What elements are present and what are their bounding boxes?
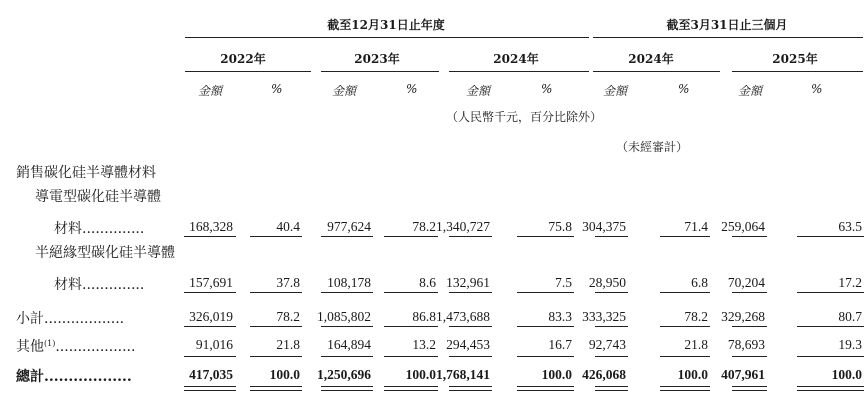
cell-other-pct-2024-q1: 21.8 [684, 337, 708, 352]
rule-subtotal-pct-2022 [250, 326, 302, 327]
percent-header: % [271, 82, 283, 96]
cell-total-amount-2023: 1,250,696 [317, 367, 371, 382]
rule-semi-pct-2024-q1 [660, 292, 710, 293]
cell-semi-pct-2025-q1: 17.2 [838, 275, 862, 290]
cell-semi-amount-2023: 108,178 [327, 275, 371, 290]
cell-conductive-pct-2024: 75.8 [548, 219, 572, 234]
year-rule-2024 [449, 71, 589, 72]
rule-subtotal-amount-2024-q1 [595, 326, 628, 327]
row-other-label: 其他$^{(1)}$.................. [16, 339, 136, 355]
rule-other-amount-2024-q1 [595, 356, 628, 357]
rule-conductive-pct-2022 [250, 236, 302, 237]
cell-other-pct-2022: 21.8 [276, 337, 300, 352]
cell-other-amount-2024-q1: 92,743 [588, 337, 626, 352]
rule-conductive-amount-2024 [449, 236, 492, 237]
row-conductive-label-1: 導電型碳化硅半導體 [35, 189, 161, 205]
cell-semi-pct-2023: 8.6 [419, 275, 436, 290]
year-2023: 2023年 [354, 52, 400, 66]
year-2025-q1: 2025年 [772, 52, 818, 66]
rule-total-bottom-pct-2024 [517, 390, 574, 391]
header-three-months: 截至3月31日止三個月 [666, 18, 788, 32]
rule-subtotal-amount-2022 [184, 326, 236, 327]
cell-other-amount-2025-q1: 78,693 [727, 337, 765, 352]
cell-semi-amount-2024-q1: 28,950 [588, 275, 626, 290]
rule-other-amount-2022 [184, 356, 236, 357]
cell-subtotal-pct-2024: 83.3 [548, 309, 572, 324]
rule-total-top-amount-2024-q1 [595, 386, 628, 387]
amount-header: 金額 [332, 84, 357, 98]
cell-semi-pct-2022: 37.8 [276, 275, 300, 290]
rule-subtotal-amount-2025-q1 [732, 326, 767, 327]
row-semi-label-1: 半絕緣型碳化硅半導體 [35, 245, 175, 261]
cell-conductive-pct-2022: 40.4 [276, 219, 300, 234]
rule-total-top-pct-2022 [250, 386, 302, 387]
rule-semi-pct-2022 [250, 292, 302, 293]
amount-header: 金額 [466, 84, 491, 98]
footnote-marker: (1) [44, 339, 56, 348]
rule-subtotal-amount-2024 [449, 326, 492, 327]
cell-conductive-amount-2024: 1,340,727 [436, 219, 490, 234]
cell-total-pct-2022: 100.0 [269, 367, 300, 382]
cell-semi-amount-2024: 132,961 [446, 275, 490, 290]
cell-conductive-amount-2024-q1: 304,375 [582, 219, 626, 234]
cell-subtotal-amount-2024-q1: 333,325 [582, 309, 626, 324]
unit-note: （人民幣千元，百分比除外） [446, 110, 603, 124]
rule-semi-pct-2023 [384, 292, 438, 293]
unaudited-note: （未經審計） [616, 140, 689, 154]
rule-total-bottom-pct-2023 [384, 390, 438, 391]
cell-conductive-pct-2023: 78.2 [412, 219, 436, 234]
cell-conductive-pct-2025-q1: 63.5 [838, 219, 862, 234]
rule-semi-pct-2025-q1 [797, 292, 864, 293]
rule-total-bottom-pct-2022 [250, 390, 302, 391]
cell-total-pct-2024-q1: 100.0 [677, 367, 708, 382]
percent-header: % [811, 82, 823, 96]
rule-semi-amount-2025-q1 [732, 292, 767, 293]
rule-total-bottom-pct-2025-q1 [797, 390, 864, 391]
rule-conductive-amount-2022 [184, 236, 236, 237]
year-rule-2025-q1 [732, 71, 863, 72]
rule-conductive-pct-2025-q1 [797, 236, 864, 237]
cell-conductive-amount-2022: 168,328 [189, 219, 233, 234]
cell-subtotal-amount-2022: 326,019 [189, 309, 233, 324]
row-conductive-label-2: 材料.............. [54, 221, 145, 237]
cell-total-pct-2023: 100.0 [405, 367, 436, 382]
rule-total-top-pct-2024 [517, 386, 574, 387]
cell-subtotal-pct-2023: 86.8 [412, 309, 436, 324]
cell-total-amount-2024-q1: 426,068 [582, 367, 626, 382]
rule-other-pct-2023 [384, 356, 438, 357]
header-fiscal-year: 截至12月31日止年度 [327, 18, 445, 32]
cell-other-amount-2023: 164,894 [327, 337, 371, 352]
cell-total-pct-2025-q1: 100.0 [831, 367, 862, 382]
rule-semi-amount-2022 [184, 292, 236, 293]
cell-other-pct-2023: 13.2 [412, 337, 436, 352]
cell-conductive-amount-2025-q1: 259,064 [721, 219, 765, 234]
rule-total-top-pct-2025-q1 [797, 386, 864, 387]
cell-total-amount-2022: 417,035 [189, 367, 233, 382]
rule-other-pct-2024 [517, 356, 574, 357]
rule-total-bottom-amount-2024 [449, 390, 492, 391]
rule-total-bottom-pct-2024-q1 [660, 390, 710, 391]
percent-header: % [406, 82, 418, 96]
rule-conductive-pct-2024-q1 [660, 236, 710, 237]
rule-total-top-amount-2025-q1 [732, 386, 767, 387]
rule-semi-amount-2024-q1 [595, 292, 628, 293]
rule-other-pct-2025-q1 [797, 356, 864, 357]
rule-subtotal-pct-2023 [384, 326, 438, 327]
amount-header: 金額 [198, 84, 223, 98]
cell-subtotal-amount-2024: 1,473,688 [436, 309, 490, 324]
cell-semi-pct-2024-q1: 6.8 [691, 275, 708, 290]
row-subtotal-label: 小計.................. [16, 311, 125, 327]
cell-subtotal-pct-2024-q1: 78.2 [684, 309, 708, 324]
row-category-label: 銷售碳化硅半導體材料 [16, 165, 156, 181]
cell-total-amount-2025-q1: 407,961 [721, 367, 765, 382]
cell-other-amount-2024: 294,453 [446, 337, 490, 352]
rule-semi-pct-2024 [517, 292, 574, 293]
year-rule-2022 [185, 71, 311, 72]
rule-subtotal-pct-2024-q1 [660, 326, 710, 327]
rule-other-amount-2024 [449, 356, 492, 357]
cell-subtotal-pct-2022: 78.2 [276, 309, 300, 324]
group2-rule [593, 37, 863, 38]
cell-subtotal-amount-2025-q1: 329,268 [721, 309, 765, 324]
rule-total-bottom-amount-2025-q1 [732, 390, 767, 391]
rule-conductive-amount-2023 [321, 236, 373, 237]
rule-other-amount-2025-q1 [732, 356, 767, 357]
year-2024: 2024年 [493, 52, 539, 66]
rule-subtotal-pct-2025-q1 [797, 326, 864, 327]
row-semi-label-2: 材料.............. [54, 277, 145, 293]
rule-subtotal-amount-2023 [321, 326, 373, 327]
rule-total-top-pct-2023 [384, 386, 438, 387]
rule-total-top-amount-2022 [184, 386, 236, 387]
year-rule-2024-q1 [593, 71, 720, 72]
rule-total-bottom-amount-2023 [321, 390, 373, 391]
cell-semi-amount-2025-q1: 70,204 [727, 275, 765, 290]
percent-header: % [678, 82, 690, 96]
rule-conductive-pct-2024 [517, 236, 574, 237]
cell-conductive-amount-2023: 977,624 [327, 219, 371, 234]
cell-other-pct-2024: 16.7 [548, 337, 572, 352]
cell-subtotal-pct-2025-q1: 80.7 [838, 309, 862, 324]
rule-total-top-pct-2024-q1 [660, 386, 710, 387]
rule-subtotal-pct-2024 [517, 326, 574, 327]
cell-other-amount-2022: 91,016 [195, 337, 233, 352]
rule-semi-amount-2023 [321, 292, 373, 293]
rule-conductive-amount-2024-q1 [595, 236, 628, 237]
rule-total-bottom-amount-2024-q1 [595, 390, 628, 391]
amount-header: 金額 [738, 84, 763, 98]
year-2024-q1: 2024年 [628, 52, 674, 66]
year-2022: 2022年 [220, 52, 266, 66]
rule-conductive-amount-2025-q1 [732, 236, 767, 237]
cell-conductive-pct-2024-q1: 71.4 [684, 219, 708, 234]
rule-other-pct-2022 [250, 356, 302, 357]
year-rule-2023 [321, 71, 439, 72]
rule-total-bottom-amount-2022 [184, 390, 236, 391]
cell-semi-amount-2022: 157,691 [189, 275, 233, 290]
percent-header: % [541, 82, 553, 96]
rule-total-top-amount-2024 [449, 386, 492, 387]
cell-semi-pct-2024: 7.5 [555, 275, 572, 290]
rule-other-amount-2023 [321, 356, 373, 357]
cell-total-pct-2024: 100.0 [541, 367, 572, 382]
cell-subtotal-amount-2023: 1,085,802 [317, 309, 371, 324]
rule-conductive-pct-2023 [384, 236, 438, 237]
rule-total-top-amount-2023 [321, 386, 373, 387]
rule-semi-amount-2024 [449, 292, 492, 293]
cell-total-amount-2024: 1,768,141 [436, 367, 490, 382]
group1-rule [185, 37, 589, 38]
cell-other-pct-2025-q1: 19.3 [838, 337, 862, 352]
amount-header: 金額 [603, 84, 628, 98]
rule-other-pct-2024-q1 [660, 356, 710, 357]
row-total-label: 總計.................. [16, 369, 132, 385]
